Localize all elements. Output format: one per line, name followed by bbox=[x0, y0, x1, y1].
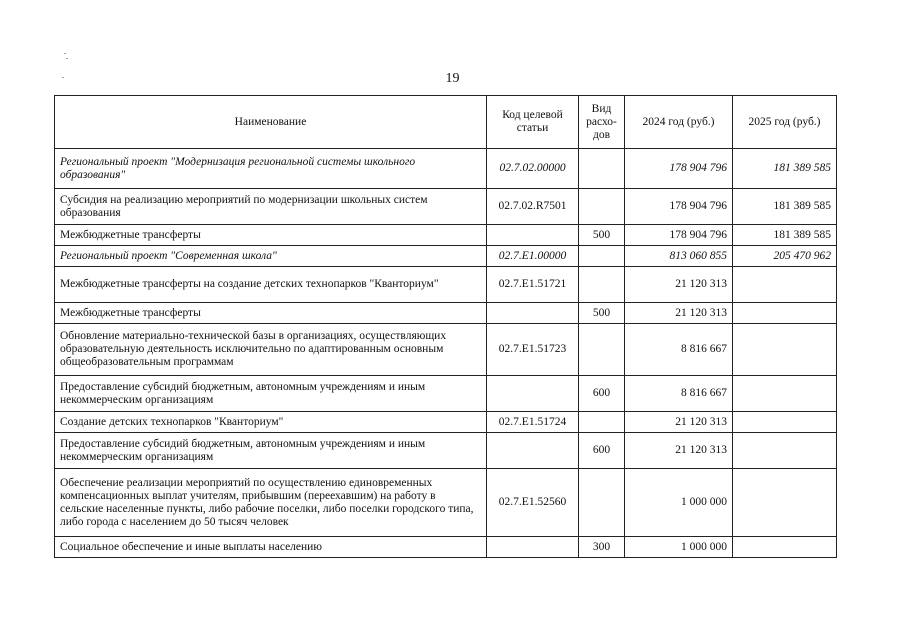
cell-name: Предоставление субсидий бюджетным, автономным учреждениям и иным некоммерческим организациям bbox=[55, 376, 487, 412]
cell-code bbox=[487, 433, 579, 469]
cell-name: Социальное обеспечение и иные выплаты населению bbox=[55, 537, 487, 558]
table-row bbox=[55, 537, 837, 558]
cell-2024: 178 904 796 bbox=[625, 149, 733, 189]
cell-name: Межбюджетные трансферты bbox=[55, 225, 487, 246]
cell-name: Региональный проект "Модернизация региональной системы школьного образования" bbox=[55, 149, 487, 189]
cell-2025: 205 470 962 bbox=[733, 246, 837, 267]
cell-code: 02.7.E1.51721 bbox=[487, 267, 579, 303]
header-code: Код целевой статьи bbox=[487, 96, 579, 149]
header-2025: 2025 год (руб.) bbox=[733, 96, 837, 149]
cell-code bbox=[487, 376, 579, 412]
cell-2025 bbox=[733, 303, 837, 324]
cell-type bbox=[579, 412, 625, 433]
cell-name: Создание детских технопарков "Кванториум" bbox=[55, 412, 487, 433]
cell-type: 300 bbox=[579, 537, 625, 558]
cell-2025 bbox=[733, 412, 837, 433]
table-row bbox=[55, 267, 837, 303]
cell-code: 02.7.02.R7501 bbox=[487, 189, 579, 225]
cell-2024: 1 000 000 bbox=[625, 469, 733, 537]
cell-2025 bbox=[733, 376, 837, 412]
cell-code bbox=[487, 225, 579, 246]
cell-2025: 181 389 585 bbox=[733, 189, 837, 225]
table-row bbox=[55, 303, 837, 324]
table-row bbox=[55, 469, 837, 537]
cell-2024: 178 904 796 bbox=[625, 225, 733, 246]
cell-2025 bbox=[733, 433, 837, 469]
cell-2025: 181 389 585 bbox=[733, 149, 837, 189]
cell-type: 600 bbox=[579, 376, 625, 412]
header-row bbox=[55, 96, 837, 149]
header-2024: 2024 год (руб.) bbox=[625, 96, 733, 149]
cell-code bbox=[487, 537, 579, 558]
cell-type bbox=[579, 469, 625, 537]
cell-type: 500 bbox=[579, 225, 625, 246]
cell-2024: 21 120 313 bbox=[625, 267, 733, 303]
cell-type bbox=[579, 149, 625, 189]
table-row bbox=[55, 189, 837, 225]
cell-name: Обеспечение реализации мероприятий по осуществлению единовременных компенсационных выплат учителям, прибывшим (переехавшим) на работу в сельские населенные пункты, либо рабочие поселки, либо поселки городского типа, либо города с населением до 50 тысяч человек bbox=[55, 469, 487, 537]
scan-speck bbox=[64, 53, 66, 54]
cell-code: 02.7.E1.51724 bbox=[487, 412, 579, 433]
table-row bbox=[55, 376, 837, 412]
cell-code: 02.7.E1.00000 bbox=[487, 246, 579, 267]
cell-name: Обновление материально-технической базы в организациях, осуществляющих образовательную деятельность исключительно по адаптированным основным общеобразовательным программам bbox=[55, 324, 487, 376]
page-number: 19 bbox=[445, 71, 460, 86]
cell-type: 500 bbox=[579, 303, 625, 324]
cell-2025 bbox=[733, 267, 837, 303]
cell-type bbox=[579, 246, 625, 267]
cell-type bbox=[579, 267, 625, 303]
header-type: Вид расхо-дов bbox=[579, 96, 625, 149]
cell-2024: 21 120 313 bbox=[625, 412, 733, 433]
cell-code: 02.7.02.00000 bbox=[487, 149, 579, 189]
cell-code: 02.7.E1.52560 bbox=[487, 469, 579, 537]
cell-2024: 21 120 313 bbox=[625, 303, 733, 324]
table-row bbox=[55, 412, 837, 433]
cell-2025 bbox=[733, 537, 837, 558]
budget-table bbox=[54, 95, 837, 558]
cell-2025 bbox=[733, 324, 837, 376]
cell-type bbox=[579, 189, 625, 225]
cell-2024: 8 816 667 bbox=[625, 376, 733, 412]
cell-type bbox=[579, 324, 625, 376]
table-row bbox=[55, 246, 837, 267]
cell-name: Межбюджетные трансферты на создание детских технопарков "Кванториум" bbox=[55, 267, 487, 303]
cell-2024: 178 904 796 bbox=[625, 189, 733, 225]
cell-2024: 21 120 313 bbox=[625, 433, 733, 469]
table-row bbox=[55, 433, 837, 469]
cell-type: 600 bbox=[579, 433, 625, 469]
cell-2024: 8 816 667 bbox=[625, 324, 733, 376]
cell-name: Предоставление субсидий бюджетным, автономным учреждениям и иным некоммерческим организациям bbox=[55, 433, 487, 469]
table-row bbox=[55, 225, 837, 246]
cell-name: Субсидия на реализацию мероприятий по модернизации школьных систем образования bbox=[55, 189, 487, 225]
cell-code: 02.7.E1.51723 bbox=[487, 324, 579, 376]
cell-2025: 181 389 585 bbox=[733, 225, 837, 246]
table-row bbox=[55, 149, 837, 189]
cell-2024: 1 000 000 bbox=[625, 537, 733, 558]
scan-speck bbox=[66, 58, 68, 59]
cell-name: Региональный проект "Современная школа" bbox=[55, 246, 487, 267]
cell-2025 bbox=[733, 469, 837, 537]
table-row bbox=[55, 324, 837, 376]
cell-code bbox=[487, 303, 579, 324]
cell-2024: 813 060 855 bbox=[625, 246, 733, 267]
header-name: Наименование bbox=[55, 96, 487, 149]
cell-name: Межбюджетные трансферты bbox=[55, 303, 487, 324]
